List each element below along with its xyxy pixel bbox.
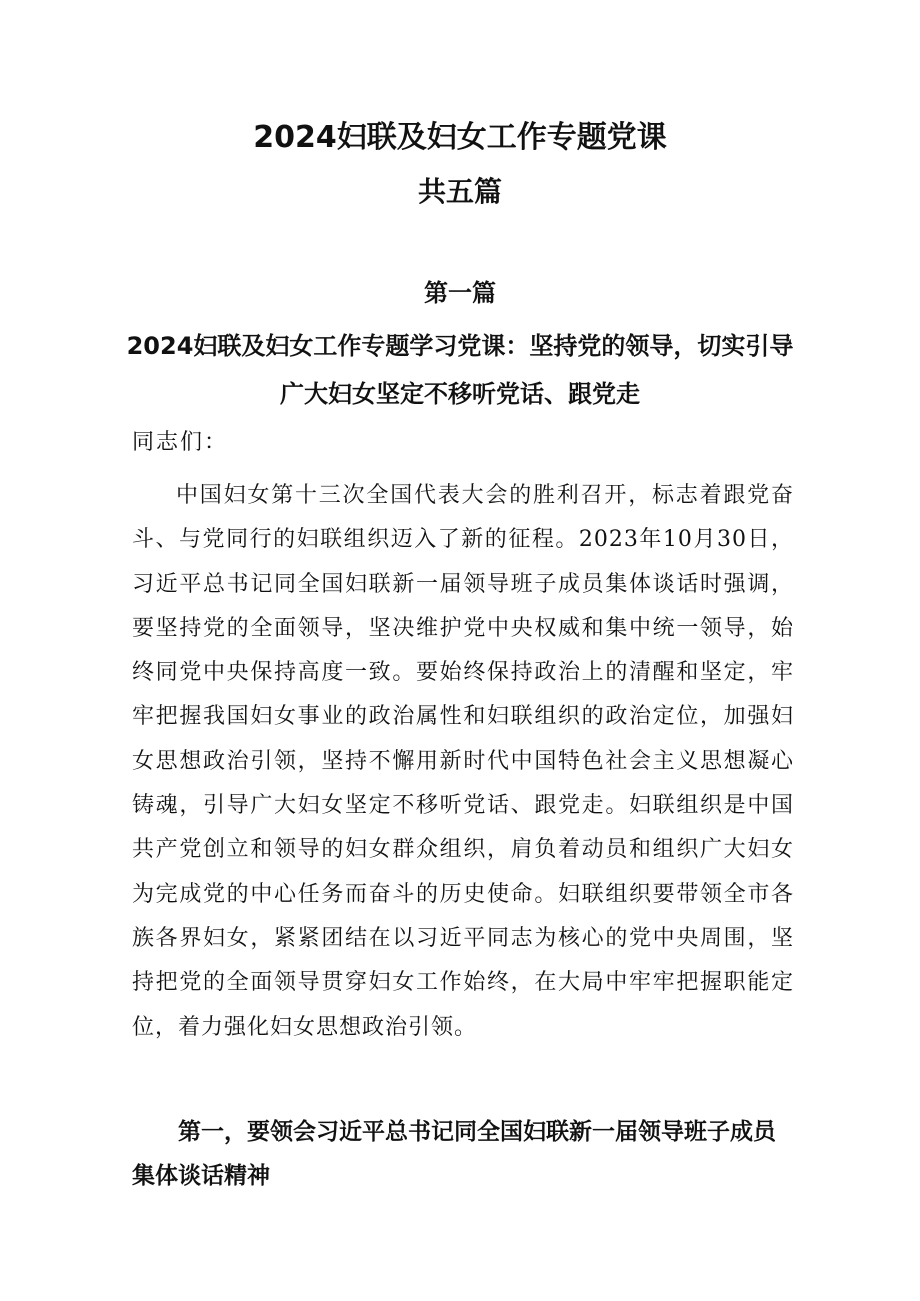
document-title: 2024妇联及妇女工作专题党课 [253,120,667,155]
chapter-title: 2024妇联及妇女工作专题学习党课：坚持党的领导，切实引导广大妇女坚定不移听党话、跟党走 [126,332,794,408]
salutation: 同志们： [132,430,229,455]
chapter-label: 第一篇 [424,279,496,307]
body-paragraph: 中国妇女第十三次全国代表大会的胜利召开，标志着跟党奋斗、与党同行的妇联组织迈入了新的征程。2023年10月30日，习近平总书记同全国妇联新一届领导班子成员集体谈话时强调，要坚持党的全面领导，坚决维护党中央权威和集中统一领导，始终同党中央保持高度一致。要始终保持政治上的清醒和坚定，牢牢把握我国妇女事业的政治属性和妇联组织的政治定位，加强妇女思想政治引领，坚持不懈用新时代中国特色社会主义思想凝心铸魂，引导广大妇女坚定不移听党话、跟党走。妇联组织是中国共产党创立和领导的妇女群众组织，肩负着动员和组织广大妇女为完成党的中心任务而奋斗的历史使命。妇联组织要带领全市各族各界妇女，紧紧团结在以习近平同志为核心的党中央周围，坚持把党的全面领导贯穿妇女工作始终，在大局中牢牢把握职能定位，着力强化妇女思想政治引领。 [132,483,794,1040]
section-heading: 第一，要领会习近平总书记同全国妇联新一届领导班子成员集体谈话精神 [132,1119,776,1189]
document-subtitle: 共五篇 [417,175,502,208]
